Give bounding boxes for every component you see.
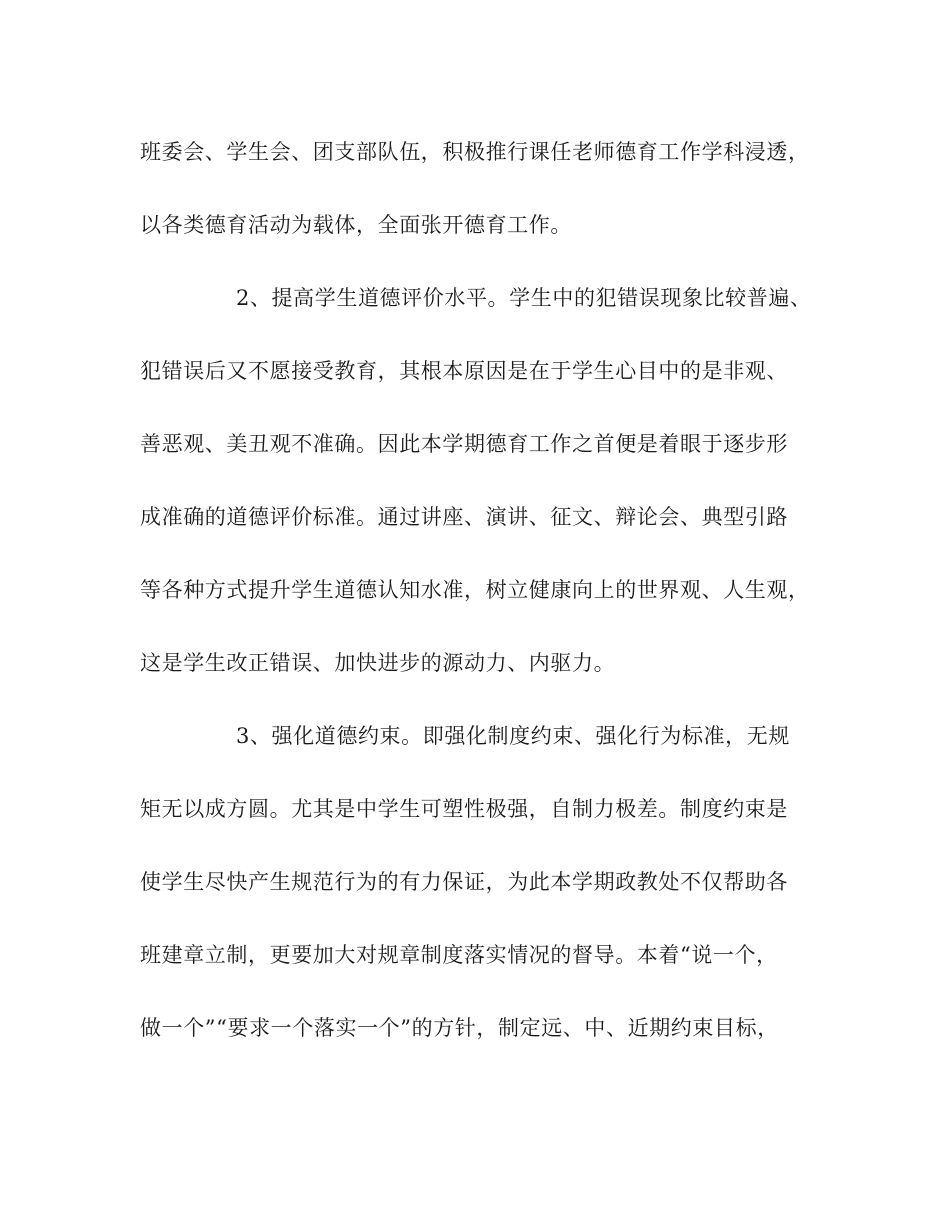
text-line-3: 2、提高学生道德评价水平。学生中的犯错误现象比较普遍、 bbox=[236, 286, 812, 310]
text-line-7: 等各种方式提升学生道德认知水准，树立健康向上的世界观、人生观， bbox=[140, 578, 810, 602]
text-line-8: 这是学生改正错误、加快进步的源动力、内驱力。 bbox=[140, 651, 616, 675]
text-line-1: 班委会、学生会、团支部队伍，积极推行课任老师德育工作学科浸透， bbox=[140, 140, 810, 164]
text-line-13: 做一个”“要求一个落实一个”的方针，制定远、中、近期约束目标， bbox=[140, 1016, 779, 1040]
text-line-12: 班建章立制，更要加大对规章制度落实情况的督导。本着“说一个， bbox=[140, 943, 778, 967]
text-line-11: 使学生尽快产生规范行为的有力保证，为此本学期政教处不仅帮助各 bbox=[140, 870, 788, 894]
text-line-2: 以各类德育活动为载体，全面张开德育工作。 bbox=[140, 213, 572, 237]
text-line-4: 犯错误后又不愿接受教育，其根本原因是在于学生心目中的是非观、 bbox=[140, 359, 788, 383]
text-line-10: 矩无以成方圆。尤其是中学生可塑性极强，自制力极差。制度约束是 bbox=[140, 797, 788, 821]
document-body bbox=[140, 127, 820, 1076]
text-line-6: 成准确的道德评价标准。通过讲座、演讲、征文、辩论会、典型引路 bbox=[140, 505, 788, 529]
text-line-9: 3、强化道德约束。即强化制度约束、强化行为标准，无规 bbox=[236, 724, 790, 748]
text-line-5: 善恶观、美丑观不准确。因此本学期德育工作之首便是着眼于逐步形 bbox=[140, 432, 788, 456]
